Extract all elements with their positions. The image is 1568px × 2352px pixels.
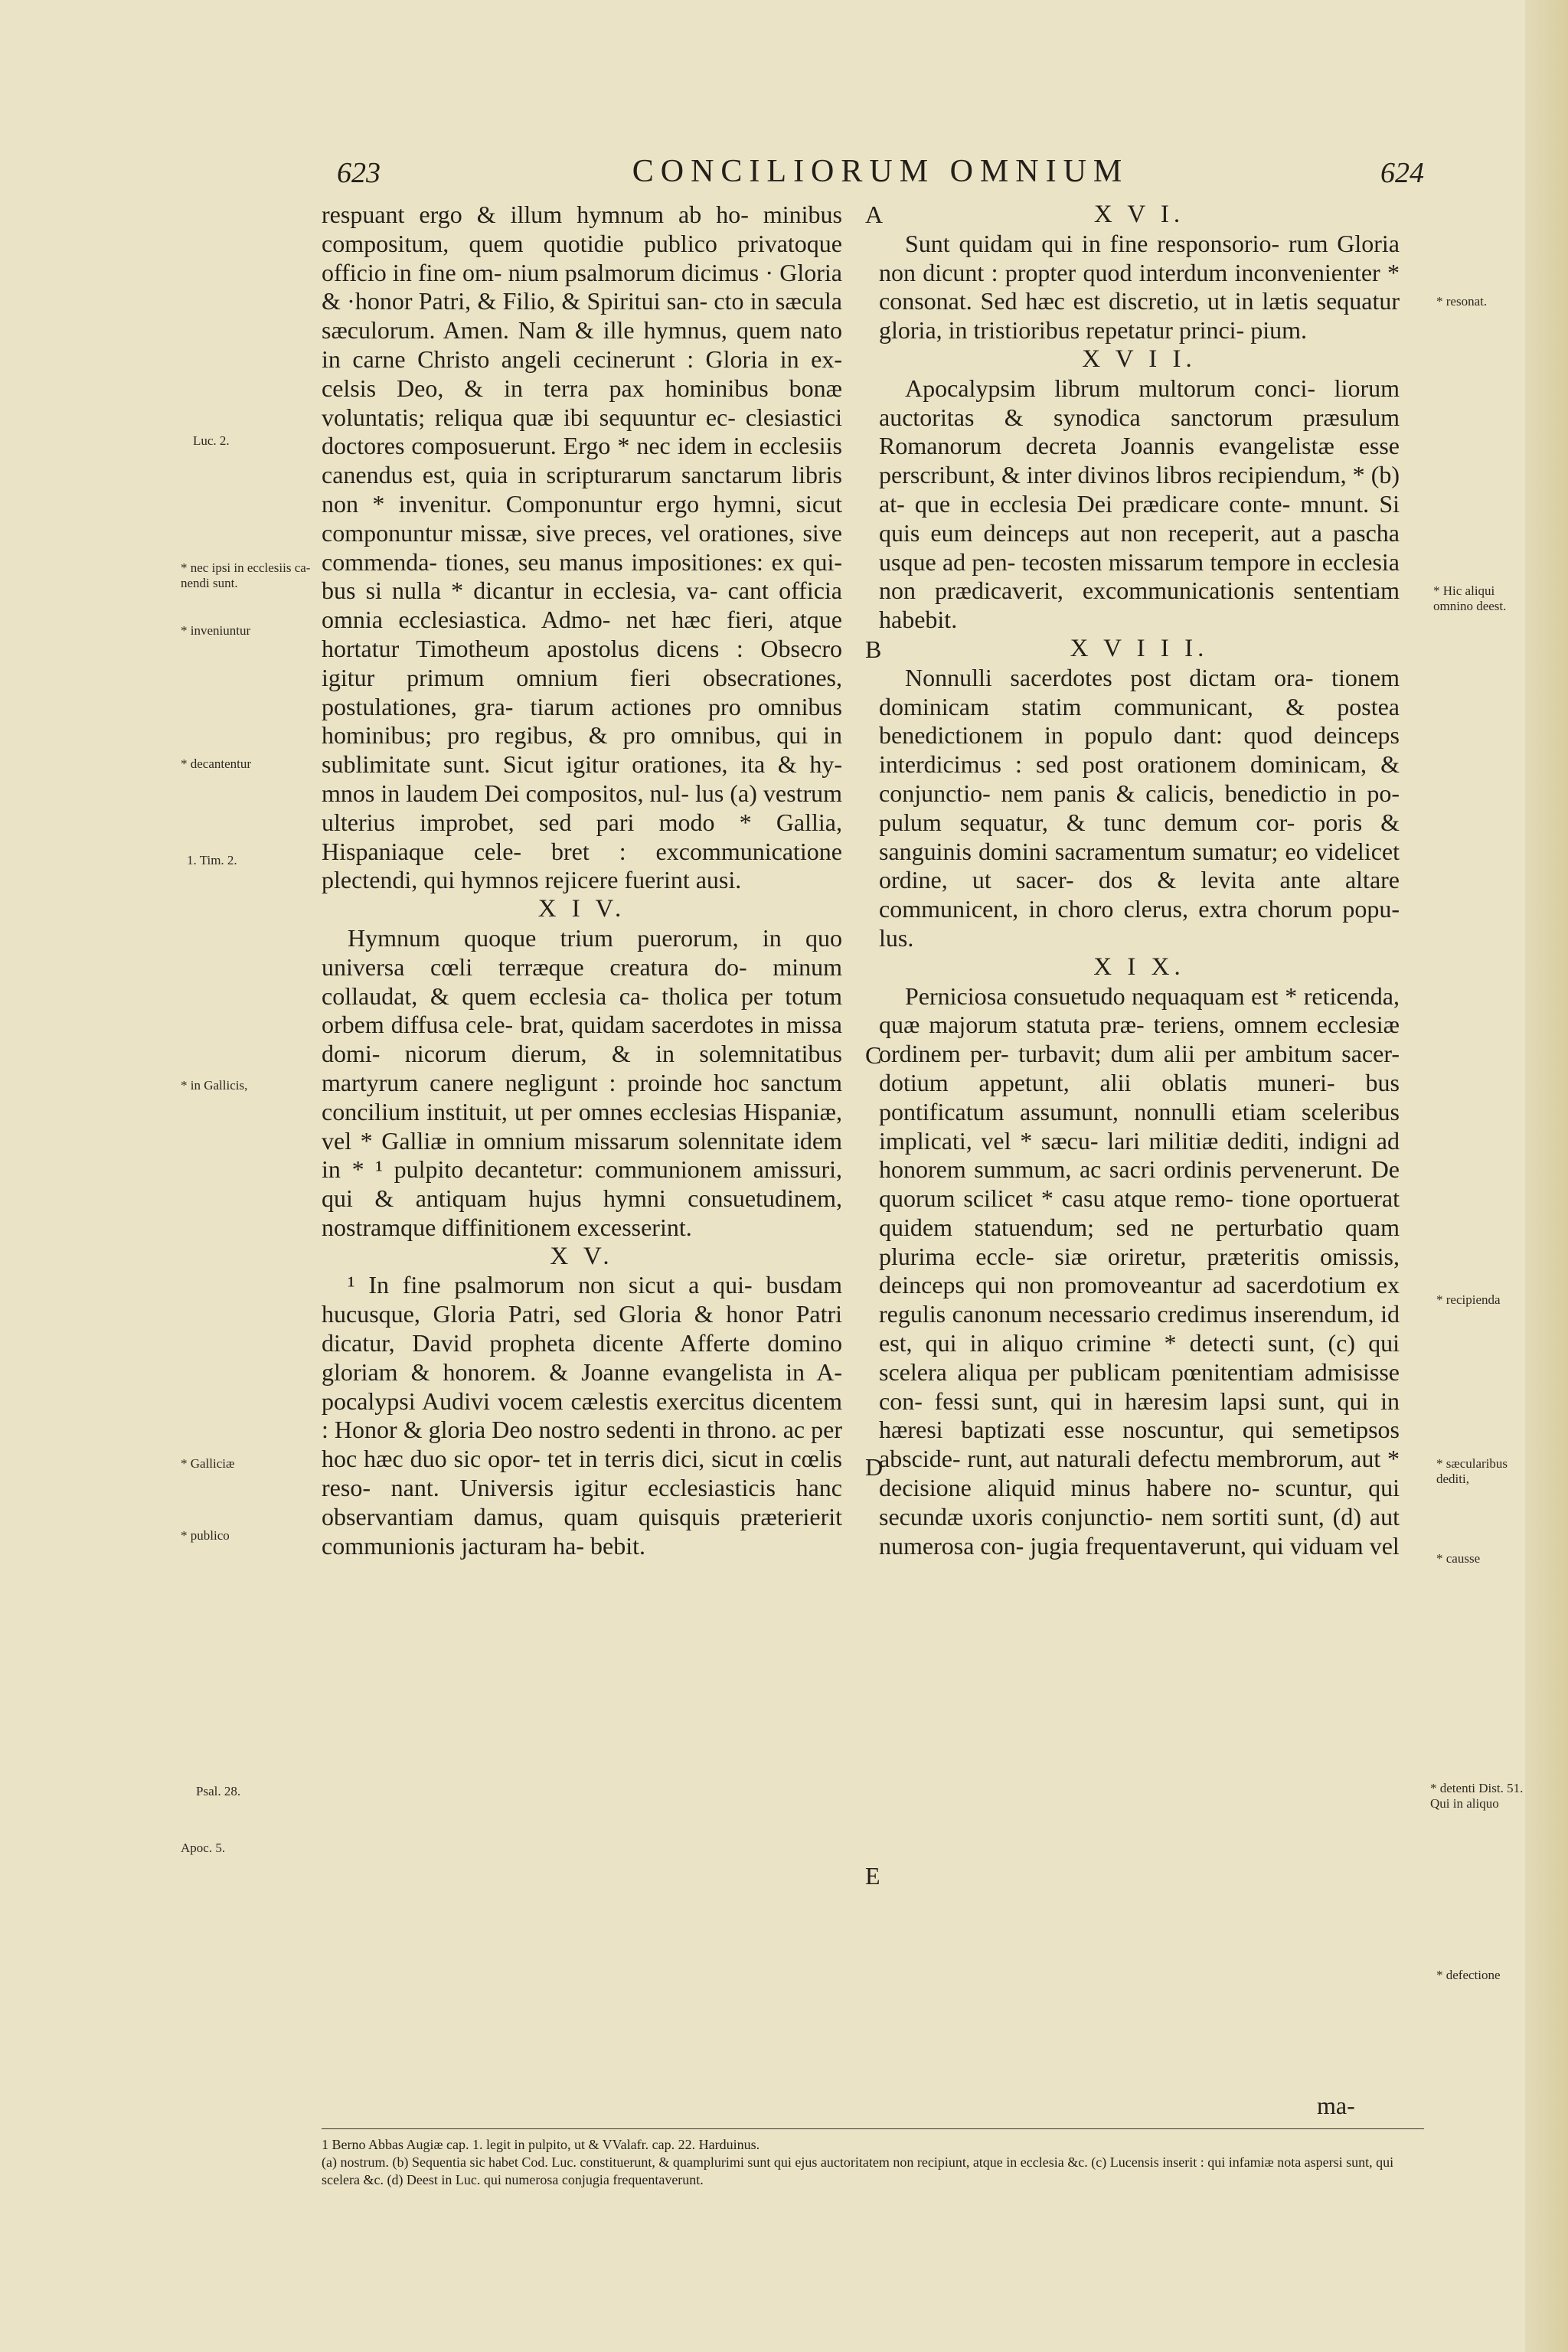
right-paragraph: Nonnulli sacerdotes post dictam ora- tionem dominicam statim communicant, & postea benedictionem in populo dant: quod deinceps interdicimus : sed post orationem dominicam, & conjunctio- nem panis & calicis, benedictio in po- pulum sequatur, & tunc demum cor- poris & sanguinis domini sacramentum sumatur; eo videlicet ordine, ut sacer- dos & levita ante altare communicent, in choro clerus, extra chorum popu- lus. (879, 663, 1400, 952)
margin-note-detenti: * detenti Dist. 51. Qui in aliquo (1430, 1781, 1524, 1811)
margin-note-inveniuntur: * inveniuntur (181, 623, 251, 638)
margin-note-nec-ipsi: * nec ipsi in ecclesiis ca- nendi sunt. (181, 560, 311, 590)
margin-note-saecularibus: * sæcularibus dediti, (1436, 1456, 1508, 1486)
right-heading: X V I I I. (1070, 634, 1209, 662)
margin-note-publico: * publico (181, 1528, 230, 1543)
right-heading: X V I I. (1082, 345, 1197, 373)
section-letter-a: A (865, 201, 884, 228)
margin-note-resonat: * resonat. (1436, 294, 1488, 309)
margin-note-galliciae: * Galliciæ (181, 1456, 235, 1471)
left-paragraph: Hymnum quoque trium puerorum, in quo universa cœli terræque creatura do- minum collaudat, & quem ecclesia ca- tholica per totum orbem diffusa cele- brat, quidam sacerdotes in missa domi- nicorum dierum, & in solemnitatibus martyrum canere negligunt : proinde hoc sanctum concilium instituit, ut per omnes ecclesias Hispaniæ, vel * Galliæ in omnium missarum solennitate idem in * ¹ pulpito decantetur: communionem amissuri, qui & antiquam hujus hymni consuetudinem, nostramque diffinitionem excesserint. (322, 923, 842, 1241)
footnote-rule (322, 2128, 1424, 2129)
right-column (879, 201, 1400, 1560)
margin-note-recipienda: * recipienda (1436, 1292, 1501, 1307)
margin-note-defectione: * defectione (1436, 1968, 1501, 1982)
margin-note-hic-aliqui: * Hic aliqui omnino deest. (1433, 583, 1507, 613)
facing-page-edge (1525, 0, 1568, 2352)
section-letter-c: C (865, 1041, 882, 1069)
catchword: ma- (1317, 2092, 1355, 2119)
running-title: CONCILIORUM OMNIUM (632, 154, 1129, 189)
right-heading: X V I. (1093, 201, 1185, 228)
margin-note-tim: 1. Tim. 2. (187, 853, 237, 867)
right-paragraph: Perniciosa consuetudo nequaquam est * reticenda, quæ majorum statuta præ- teriens, omnem ecclesiæ ordinem per- turbavit; dum alii per ambitum sacer- dotium appetunt, alii oblatis muneri- bus pontificatum assumunt, nonnulli etiam sceleribus implicati, vel * sæcu- lari militiæ dediti, indigni ad honorem summum, ac sacri ordinis pervenerunt. De quorum scilicet * casu atque remo- tione oportuerat quidem statuendum; sed ne perturbatio quam plurima eccle- siæ oriretur, præteritis omissis, deinceps qui non promoveantur ad sacerdotium ex regulis canonum necessario credimus inserendum, id est, qui in aliquo crimine * detecti sunt, (c) qui scelera aliqua per publicam pœnitentiam admisisse con- fessi sunt, qui in hæresim lapsi sunt, qui in hæresi baptizati esse noscuntur, qui semetipsos abscide- runt, aut naturali defectu membrorum, aut * decisione aliquid minus habere no- scuntur, qui secundæ uxoris conjunctio- nem sortiti sunt, (d) aut numerosa con- jugia frequentaverunt, qui viduam vel (879, 982, 1400, 1560)
right-paragraph: Apocalypsim librum multorum conci- liorum auctoritas & synodica sanctorum præsulum Romanorum decreta Joannis evangelistæ esse perscribunt, & inter divinos libros recipiendum, * (b) at- que in ecclesia Dei prædicare conte- mnunt. Si quis eum deinceps aut non receperit, aut a pascha usque ad pen- tecosten missarum tempore in ecclesia non prædicaverit, excommunicationis sententiam habebit. (879, 374, 1400, 634)
margin-note-luc: Luc. 2. (193, 433, 230, 448)
margin-note-apoc: Apoc. 5. (181, 1841, 226, 1855)
left-column (322, 201, 842, 1560)
page-number-right: 624 (1380, 157, 1424, 189)
left-paragraph: respuant ergo & illum hymnum ab ho- minibus compositum, quem quotidie publico privatoque officio in fine om- nium psalmorum dicimus · Gloria & ·honor Patri, & Filio, & Spiritui san- cto in sæcula sæculorum. Amen. Nam & ille hymnus, quem nato in carne Christo angeli cecinerunt : Gloria in ex- celsis Deo, & in terra pax hominibus bonæ voluntatis; reliqua quæ ibi sequuntur ec- clesiastici doctores composuerunt. Ergo * nec idem in ecclesiis canendus est, quia in scripturarum sanctarum libris non * invenitur. Componuntur ergo hymni, sicut componuntur missæ, sive preces, vel orationes, sive commenda- tiones, seu manus impositiones: ex qui- bus si nulla * dicantur in ecclesia, va- cant officia omnia ecclesiastica. Admo- net hæc fieri, atque hortatur Timotheum apostolus dicens : Obsecro igitur primum omnium fieri obsecrationes, postulationes, gra- tiarum actiones pro omnibus hominibus; pro regibus, & pro omnibus, qui in sublimitate sunt. Sicut igitur orationes, ita & hy- mnos in laudem Dei compositos, nul- lus (a) vestrum ulterius improbet, sed pari modo * Gallia, Hispaniaque cele- bret : excommunicatione plectendi, qui hymnos rejicere fuerint ausi. (322, 201, 842, 894)
footnotes (322, 2136, 1424, 2189)
footnote-2: (a) nostrum. (b) Sequentia sic habet Cod. Luc. constituerunt, & quamplurimi sunt qui ejus auctoritatem non recipiunt, atque in ecclesia &c. (c) Lucensis inserit : qui infamiæ nota aspersi sunt, qui scelera &c. (d) Deest in Luc. qui numerosa conjugia frequentaverunt. (322, 2154, 1394, 2187)
footnote-1: 1 Berno Abbas Augiæ cap. 1. legit in pulpito, ut & VValafr. cap. 22. Harduinus. (322, 2137, 760, 2152)
section-letter-e: E (865, 1862, 880, 1890)
section-letter-b: B (865, 635, 882, 663)
margin-note-causse: * causse (1436, 1551, 1481, 1566)
page-header (337, 153, 1424, 199)
right-heading: X I X. (1093, 952, 1185, 981)
page-number-left: 623 (337, 157, 381, 189)
right-paragraph: Sunt quidam qui in fine responsorio- rum Gloria non dicunt : propter quod interdum inconvenienter * consonat. Sed hæc est discretio, ut in lætis sequatur gloria, in tristioribus repetatur princi- pium. (879, 229, 1400, 345)
margin-note-psal: Psal. 28. (196, 1784, 241, 1798)
margin-note-in-gallicis: * in Gallicis, (181, 1078, 248, 1093)
margin-note-decantentur: * decantentur (181, 756, 252, 771)
section-letter-d: D (865, 1453, 884, 1481)
left-heading: X V. (550, 1242, 614, 1270)
left-paragraph: ¹ In fine psalmorum non sicut a qui- busdam hucusque, Gloria Patri, sed Gloria & honor Patri dicatur, David propheta dicente Afferte domino gloriam & honorem. & Joanne evangelista in A- pocalypsi Audivi vocem cælestis exercitus dicentem : Honor & gloria Deo nostro sedenti in throno. ac per hoc hæc duo sic opor- tet in terris dici, sicut in cœlis reso- nant. Universis igitur ecclesiasticis hanc observantiam damus, quam quisquis præterierit communionis jacturam ha- bebit. (322, 1271, 842, 1560)
left-heading: X I V. (537, 895, 626, 923)
